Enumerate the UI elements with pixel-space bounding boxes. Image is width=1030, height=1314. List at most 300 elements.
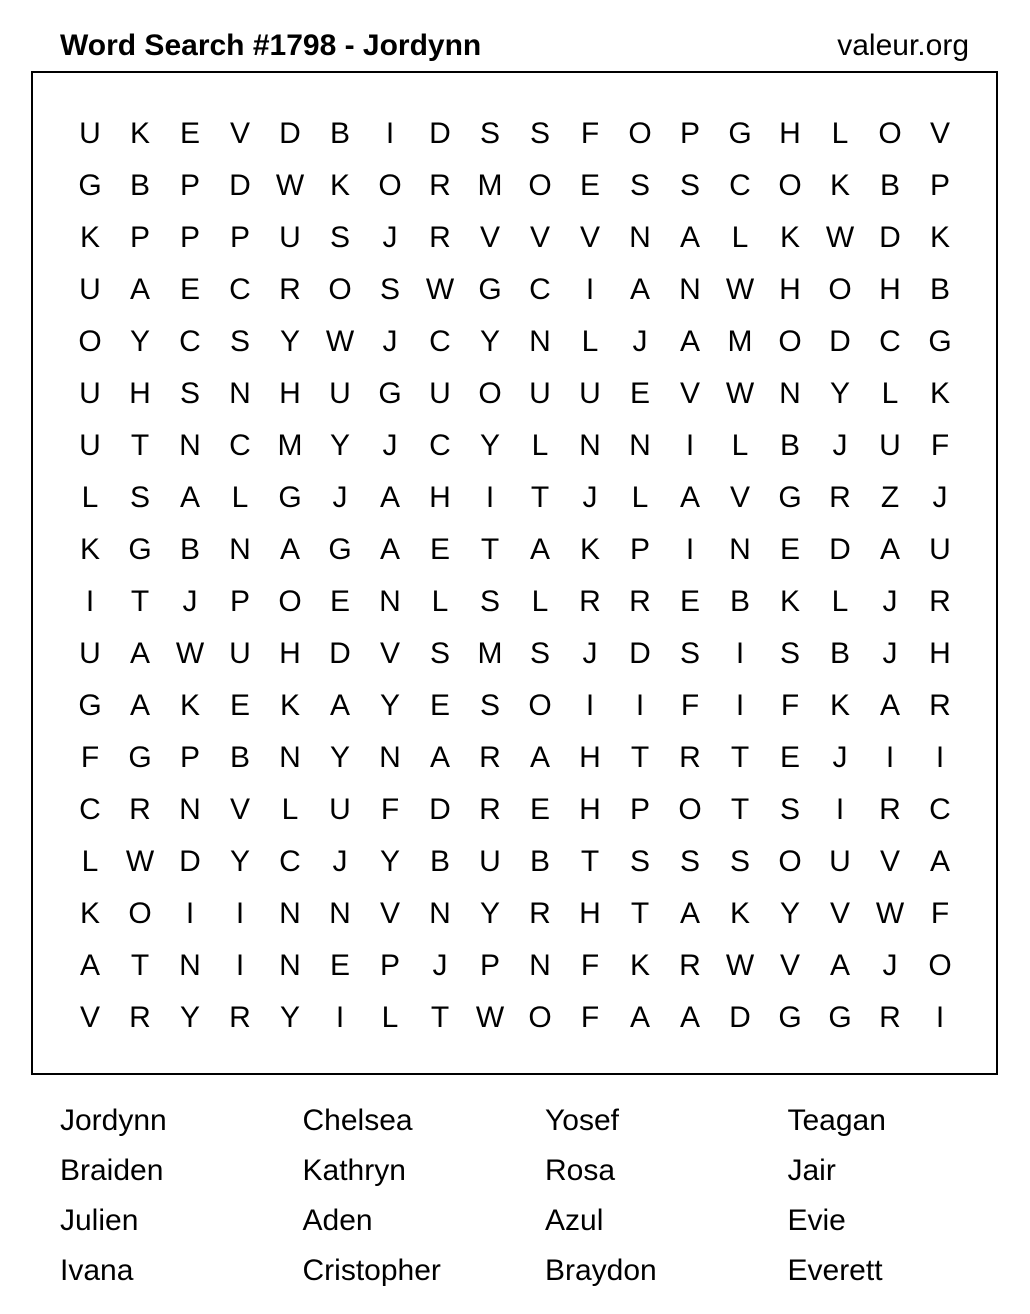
grid-cell: S bbox=[129, 481, 150, 514]
grid-cell: J bbox=[832, 741, 848, 774]
grid-cell: G bbox=[128, 741, 152, 774]
grid-cell: B bbox=[329, 117, 350, 150]
grid-cell: F bbox=[930, 429, 950, 462]
word-list-item: Braiden bbox=[60, 1154, 164, 1187]
grid-cell: C bbox=[729, 169, 751, 202]
grid-cell: G bbox=[478, 273, 502, 306]
grid-cell: W bbox=[875, 897, 905, 930]
grid-cell: M bbox=[477, 637, 503, 670]
grid-cell: P bbox=[379, 949, 400, 982]
grid-cell: B bbox=[929, 273, 950, 306]
grid-cell: A bbox=[679, 481, 700, 514]
grid-cell: K bbox=[329, 169, 350, 202]
word-list-item: Jair bbox=[787, 1154, 836, 1187]
grid-cell: Y bbox=[479, 429, 500, 462]
grid-cell: L bbox=[831, 585, 849, 618]
grid-cell: S bbox=[479, 585, 500, 618]
grid-cell: N bbox=[279, 949, 301, 982]
grid-cell: T bbox=[130, 949, 150, 982]
grid-cell: N bbox=[629, 221, 651, 254]
grid-cell: K bbox=[129, 117, 150, 150]
grid-cell: A bbox=[829, 949, 850, 982]
grid-cell: L bbox=[81, 845, 99, 878]
grid-cell: P bbox=[229, 585, 250, 618]
grid-cell: R bbox=[429, 221, 451, 254]
grid-cell: L bbox=[81, 481, 99, 514]
grid-cell: D bbox=[279, 117, 301, 150]
grid-cell: J bbox=[882, 637, 898, 670]
grid-cell: O bbox=[328, 273, 352, 306]
grid-cell: G bbox=[778, 481, 802, 514]
grid-cell: O bbox=[78, 325, 102, 358]
grid-cell: I bbox=[235, 949, 245, 982]
grid-cell: B bbox=[229, 741, 250, 774]
word-list-item: Julien bbox=[60, 1204, 139, 1237]
grid-cell: F bbox=[80, 741, 100, 774]
grid-cell: L bbox=[631, 481, 649, 514]
grid-cell: D bbox=[329, 637, 351, 670]
grid-cell: E bbox=[179, 273, 200, 306]
word-list bbox=[60, 1096, 1030, 1296]
grid-cell: U bbox=[79, 377, 101, 410]
grid-cell: C bbox=[529, 273, 551, 306]
grid-cell: A bbox=[629, 273, 650, 306]
grid-cell: I bbox=[935, 1001, 945, 1034]
grid-cell: I bbox=[735, 689, 745, 722]
grid-cell: O bbox=[778, 169, 802, 202]
grid-cell: V bbox=[679, 377, 700, 410]
grid-cell: B bbox=[779, 429, 800, 462]
grid-cell: O bbox=[378, 169, 402, 202]
grid-cell: O bbox=[878, 117, 902, 150]
grid-cell: E bbox=[779, 533, 800, 566]
grid-cell: J bbox=[882, 585, 898, 618]
grid-cell: I bbox=[635, 689, 645, 722]
grid-cell: B bbox=[879, 169, 900, 202]
grid-cell: S bbox=[329, 221, 350, 254]
grid-cell: O bbox=[128, 897, 152, 930]
grid-cell: W bbox=[825, 221, 855, 254]
grid-cell: K bbox=[79, 221, 100, 254]
grid-cell: A bbox=[879, 689, 900, 722]
grid-cell: L bbox=[731, 429, 749, 462]
grid-cell: N bbox=[229, 377, 251, 410]
word-list-item: Jordynn bbox=[60, 1104, 167, 1137]
grid-cell: M bbox=[277, 429, 303, 462]
grid-cell: Y bbox=[779, 897, 800, 930]
grid-cell: N bbox=[379, 741, 401, 774]
grid-cell: C bbox=[79, 793, 101, 826]
grid-cell: K bbox=[79, 897, 100, 930]
grid-cell: T bbox=[730, 741, 750, 774]
grid-cell: C bbox=[929, 793, 951, 826]
grid-cell: R bbox=[279, 273, 301, 306]
grid-cell: S bbox=[379, 273, 400, 306]
grid-cell: K bbox=[929, 377, 950, 410]
grid-cell: O bbox=[278, 585, 302, 618]
grid-cell: B bbox=[429, 845, 450, 878]
grid-cell: J bbox=[382, 325, 398, 358]
grid-cell: A bbox=[629, 1001, 650, 1034]
grid-cell: R bbox=[879, 793, 901, 826]
grid-cell: A bbox=[679, 897, 700, 930]
grid-cell: R bbox=[929, 689, 951, 722]
grid-cell: P bbox=[129, 221, 150, 254]
grid-cell: O bbox=[628, 117, 652, 150]
grid-cell: E bbox=[629, 377, 650, 410]
grid-cell: H bbox=[879, 273, 901, 306]
grid-cell: A bbox=[679, 221, 700, 254]
grid-cell: R bbox=[579, 585, 601, 618]
grid-cell: U bbox=[79, 429, 101, 462]
grid-cell: W bbox=[175, 637, 205, 670]
grid-cell: B bbox=[829, 637, 850, 670]
grid-cell: I bbox=[685, 533, 695, 566]
grid-cell: T bbox=[530, 481, 550, 514]
word-list-item: Cristopher bbox=[302, 1254, 441, 1287]
grid-cell: C bbox=[279, 845, 301, 878]
grid-cell: A bbox=[329, 689, 350, 722]
grid-cell: R bbox=[479, 741, 501, 774]
grid-cell: B bbox=[729, 585, 750, 618]
grid-cell: I bbox=[935, 741, 945, 774]
grid-cell: K bbox=[79, 533, 100, 566]
grid-cell: N bbox=[629, 429, 651, 462]
grid-cell: O bbox=[678, 793, 702, 826]
word-list-item: Braydon bbox=[545, 1254, 657, 1287]
grid-cell: H bbox=[279, 637, 301, 670]
grid-cell: K bbox=[729, 897, 750, 930]
grid-cell: U bbox=[579, 377, 601, 410]
grid-cell: U bbox=[79, 117, 101, 150]
grid-cell: J bbox=[382, 429, 398, 462]
grid-cell: D bbox=[829, 325, 851, 358]
grid-cell: C bbox=[879, 325, 901, 358]
grid-cell: L bbox=[881, 377, 899, 410]
grid-cell: N bbox=[529, 325, 551, 358]
grid-cell: F bbox=[780, 689, 800, 722]
grid-cell: G bbox=[828, 1001, 852, 1034]
grid-cell: F bbox=[580, 949, 600, 982]
grid-cell: N bbox=[679, 273, 701, 306]
site-name: valeur.org bbox=[837, 29, 969, 62]
grid-cell: U bbox=[479, 845, 501, 878]
grid-cell: G bbox=[78, 689, 102, 722]
grid-cell: A bbox=[679, 325, 700, 358]
grid-cell: A bbox=[929, 845, 950, 878]
grid-cell: S bbox=[629, 845, 650, 878]
grid-cell: V bbox=[379, 637, 400, 670]
grid-cell: V bbox=[779, 949, 800, 982]
grid-cell: A bbox=[129, 637, 150, 670]
grid-cell: K bbox=[629, 949, 650, 982]
grid-cell: Y bbox=[379, 845, 400, 878]
grid-cell: T bbox=[430, 1001, 450, 1034]
word-list-item: Evie bbox=[787, 1204, 846, 1237]
grid-cell: S bbox=[679, 845, 700, 878]
grid-cell: N bbox=[429, 897, 451, 930]
grid-cell: J bbox=[882, 949, 898, 982]
grid-cell: K bbox=[929, 221, 950, 254]
grid-cell: C bbox=[229, 429, 251, 462]
grid-cell: L bbox=[581, 325, 599, 358]
grid-cell: N bbox=[579, 429, 601, 462]
grid-cell: Y bbox=[479, 325, 500, 358]
grid-cell: Y bbox=[229, 845, 250, 878]
grid-cell: A bbox=[379, 533, 400, 566]
grid-cell: W bbox=[725, 377, 755, 410]
grid-cell: E bbox=[679, 585, 700, 618]
grid-cell: I bbox=[85, 585, 95, 618]
grid-cell: J bbox=[182, 585, 198, 618]
grid-cell: P bbox=[629, 533, 650, 566]
grid-cell: S bbox=[179, 377, 200, 410]
grid-cell: J bbox=[832, 429, 848, 462]
grid-cell: H bbox=[779, 273, 801, 306]
grid-cell: R bbox=[129, 793, 151, 826]
grid-cell: R bbox=[679, 949, 701, 982]
grid-cell: Y bbox=[279, 1001, 300, 1034]
grid-cell: N bbox=[279, 741, 301, 774]
grid-cell: U bbox=[829, 845, 851, 878]
word-list-item: Rosa bbox=[545, 1154, 616, 1187]
word-list-item: Chelsea bbox=[302, 1104, 413, 1137]
grid-cell: N bbox=[729, 533, 751, 566]
grid-cell: A bbox=[529, 533, 550, 566]
grid-cell: B bbox=[529, 845, 550, 878]
grid-cell: G bbox=[128, 533, 152, 566]
grid-cell: P bbox=[479, 949, 500, 982]
letter-grid bbox=[65, 108, 965, 1044]
grid-cell: F bbox=[580, 117, 600, 150]
grid-cell: P bbox=[629, 793, 650, 826]
grid-cell: D bbox=[179, 845, 201, 878]
grid-cell: Y bbox=[129, 325, 150, 358]
grid-cell: A bbox=[79, 949, 100, 982]
word-list-item: Everett bbox=[787, 1254, 883, 1287]
grid-cell: T bbox=[580, 845, 600, 878]
grid-cell: R bbox=[879, 1001, 901, 1034]
grid-cell: Y bbox=[279, 325, 300, 358]
grid-cell: I bbox=[335, 1001, 345, 1034]
grid-cell: L bbox=[531, 429, 549, 462]
grid-cell: E bbox=[179, 117, 200, 150]
grid-cell: S bbox=[529, 637, 550, 670]
grid-cell: O bbox=[828, 273, 852, 306]
page-title: Word Search #1798 - Jordynn bbox=[60, 29, 482, 62]
grid-cell: U bbox=[429, 377, 451, 410]
grid-cell: D bbox=[429, 117, 451, 150]
grid-cell: S bbox=[229, 325, 250, 358]
grid-cell: T bbox=[130, 585, 150, 618]
grid-cell: N bbox=[179, 793, 201, 826]
grid-cell: O bbox=[778, 845, 802, 878]
grid-cell: E bbox=[229, 689, 250, 722]
grid-cell: V bbox=[79, 1001, 100, 1034]
grid-cell: V bbox=[529, 221, 550, 254]
grid-cell: H bbox=[579, 741, 601, 774]
grid-cell: G bbox=[378, 377, 402, 410]
grid-cell: I bbox=[685, 429, 695, 462]
grid-cell: I bbox=[185, 897, 195, 930]
grid-cell: K bbox=[579, 533, 600, 566]
grid-cell: C bbox=[429, 325, 451, 358]
grid-cell: U bbox=[279, 221, 301, 254]
grid-cell: F bbox=[930, 897, 950, 930]
grid-cell: L bbox=[731, 221, 749, 254]
grid-cell: I bbox=[835, 793, 845, 826]
grid-cell: H bbox=[429, 481, 451, 514]
grid-cell: W bbox=[725, 949, 755, 982]
grid-cell: I bbox=[585, 273, 595, 306]
grid-cell: E bbox=[329, 949, 350, 982]
grid-cell: A bbox=[279, 533, 300, 566]
grid-cell: N bbox=[279, 897, 301, 930]
grid-cell: N bbox=[379, 585, 401, 618]
grid-cell: D bbox=[729, 1001, 751, 1034]
grid-cell: V bbox=[729, 481, 750, 514]
word-list-item: Ivana bbox=[60, 1254, 134, 1287]
grid-cell: N bbox=[329, 897, 351, 930]
grid-cell: S bbox=[679, 637, 700, 670]
grid-cell: J bbox=[932, 481, 948, 514]
grid-cell: B bbox=[179, 533, 200, 566]
grid-cell: H bbox=[779, 117, 801, 150]
grid-cell: E bbox=[329, 585, 350, 618]
grid-cell: A bbox=[429, 741, 450, 774]
grid-cell: E bbox=[779, 741, 800, 774]
grid-cell: D bbox=[429, 793, 451, 826]
grid-cell: L bbox=[231, 481, 249, 514]
grid-cell: Y bbox=[479, 897, 500, 930]
word-list-item: Kathryn bbox=[302, 1154, 406, 1187]
grid-cell: Y bbox=[329, 429, 350, 462]
grid-cell: R bbox=[629, 585, 651, 618]
grid-cell: A bbox=[879, 533, 900, 566]
grid-cell: P bbox=[229, 221, 250, 254]
grid-cell: U bbox=[929, 533, 951, 566]
grid-cell: V bbox=[829, 897, 850, 930]
grid-cell: O bbox=[528, 169, 552, 202]
grid-cell: N bbox=[529, 949, 551, 982]
word-list-item: Azul bbox=[545, 1204, 604, 1237]
grid-cell: V bbox=[879, 845, 900, 878]
grid-cell: W bbox=[275, 169, 305, 202]
grid-cell: F bbox=[680, 689, 700, 722]
grid-cell: L bbox=[381, 1001, 399, 1034]
grid-cell: O bbox=[528, 1001, 552, 1034]
grid-cell: U bbox=[229, 637, 251, 670]
word-list-item: Teagan bbox=[787, 1104, 886, 1137]
grid-cell: H bbox=[579, 793, 601, 826]
grid-cell: G bbox=[278, 481, 302, 514]
grid-cell: R bbox=[679, 741, 701, 774]
grid-cell: S bbox=[529, 117, 550, 150]
grid-cell: K bbox=[829, 689, 850, 722]
grid-cell: L bbox=[431, 585, 449, 618]
grid-cell: U bbox=[79, 273, 101, 306]
grid-cell: T bbox=[730, 793, 750, 826]
grid-cell: E bbox=[429, 533, 450, 566]
grid-cell: D bbox=[629, 637, 651, 670]
grid-cell: N bbox=[779, 377, 801, 410]
grid-cell: I bbox=[885, 741, 895, 774]
grid-cell: P bbox=[179, 169, 200, 202]
grid-cell: R bbox=[479, 793, 501, 826]
grid-cell: J bbox=[582, 481, 598, 514]
grid-cell: S bbox=[479, 117, 500, 150]
grid-cell: M bbox=[727, 325, 753, 358]
grid-cell: J bbox=[332, 481, 348, 514]
grid-cell: J bbox=[382, 221, 398, 254]
grid-cell: Y bbox=[829, 377, 850, 410]
grid-cell: O bbox=[778, 325, 802, 358]
grid-cell: G bbox=[728, 117, 752, 150]
grid-cell: K bbox=[829, 169, 850, 202]
grid-cell: W bbox=[725, 273, 755, 306]
grid-cell: R bbox=[829, 481, 851, 514]
grid-cell: S bbox=[629, 169, 650, 202]
grid-cell: A bbox=[379, 481, 400, 514]
grid-cell: E bbox=[529, 793, 550, 826]
grid-cell: F bbox=[580, 1001, 600, 1034]
grid-cell: I bbox=[585, 689, 595, 722]
word-list-item: Yosef bbox=[545, 1104, 619, 1137]
grid-cell: I bbox=[485, 481, 495, 514]
grid-cell: P bbox=[679, 117, 700, 150]
grid-cell: D bbox=[829, 533, 851, 566]
grid-cell: J bbox=[632, 325, 648, 358]
grid-cell: S bbox=[779, 637, 800, 670]
grid-cell: U bbox=[329, 377, 351, 410]
grid-cell: T bbox=[480, 533, 500, 566]
grid-cell: I bbox=[235, 897, 245, 930]
grid-cell: V bbox=[479, 221, 500, 254]
grid-cell: G bbox=[78, 169, 102, 202]
grid-cell: V bbox=[579, 221, 600, 254]
grid-cell: T bbox=[630, 897, 650, 930]
grid-cell: R bbox=[129, 1001, 151, 1034]
puzzle-box bbox=[31, 71, 998, 1075]
grid-cell: R bbox=[429, 169, 451, 202]
grid-cell: Y bbox=[329, 741, 350, 774]
grid-cell: A bbox=[129, 273, 150, 306]
grid-cell: I bbox=[385, 117, 395, 150]
grid-cell: I bbox=[735, 637, 745, 670]
grid-cell: U bbox=[529, 377, 551, 410]
grid-cell: E bbox=[429, 689, 450, 722]
grid-cell: E bbox=[579, 169, 600, 202]
grid-cell: P bbox=[929, 169, 950, 202]
grid-cell: J bbox=[432, 949, 448, 982]
grid-cell: L bbox=[831, 117, 849, 150]
grid-cell: H bbox=[129, 377, 151, 410]
grid-cell: V bbox=[929, 117, 950, 150]
grid-cell: Y bbox=[179, 1001, 200, 1034]
grid-cell: Y bbox=[379, 689, 400, 722]
grid-cell: F bbox=[380, 793, 400, 826]
grid-cell: U bbox=[329, 793, 351, 826]
grid-cell: D bbox=[229, 169, 251, 202]
grid-cell: S bbox=[679, 169, 700, 202]
grid-cell: O bbox=[528, 689, 552, 722]
grid-cell: U bbox=[79, 637, 101, 670]
grid-cell: A bbox=[129, 689, 150, 722]
grid-cell: M bbox=[477, 169, 503, 202]
grid-cell: K bbox=[779, 221, 800, 254]
grid-cell: Z bbox=[880, 481, 900, 514]
grid-cell: G bbox=[328, 533, 352, 566]
